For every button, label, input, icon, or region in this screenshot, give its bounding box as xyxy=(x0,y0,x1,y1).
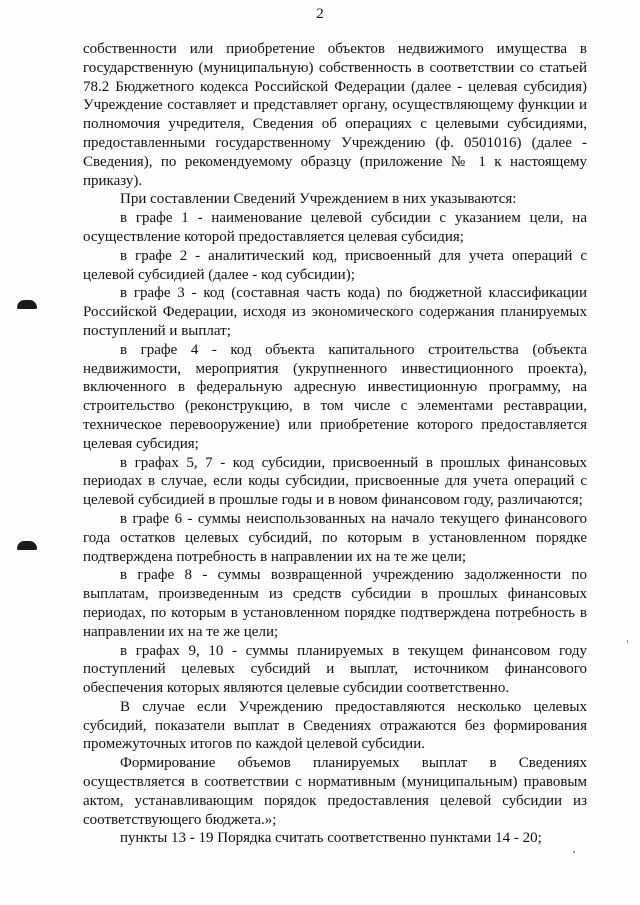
paragraph: в графе 6 - суммы неиспользованных на начало текущего финансового года остатков целевых субсидий, по которым в установленном порядке подтверждена потребность в направлении их на те же цели; xyxy=(83,510,587,565)
document-body xyxy=(83,40,587,848)
scan-speck xyxy=(627,640,628,643)
paragraph: собственности или приобретение объектов недвижимого имущества в государственную (муниципальную) собственность в соответствии со статьей 78.2 Бюджетного кодекса Российской Федерации (далее - целевая субсидия) Учреждение составляет и представляет органу, осуществляющему функции и полномочия учредителя, Сведения об операциях с целевыми субсидиями, предоставленными государственному Учреждению (ф. 0501016) (далее - Сведения), по рекомендуемому образцу (приложение № 1 к настоящему приказу). xyxy=(83,41,587,189)
paragraph: Формирование объемов планируемых выплат в Сведениях осуществляется в соответствии с нормативным (муниципальным) правовым актом, устанавливающим порядок предоставления целевой субсидии из соответствующего бюджета.»; xyxy=(83,755,587,828)
paragraph: в графе 8 - суммы возвращенной учреждению задолженности по выплатам, произведенным из средств субсидии в прошлых финансовых периодах, по которым в установленном порядке подтверждена потребность в направлении их на те же цели; xyxy=(83,567,587,640)
paragraph: в графе 4 - код объекта капитального строительства (объекта недвижимости, мероприятия (укрупненного инвестиционного проекта), включенного в федеральную адресную инвестиционную программу, на строительство (реконструкцию, в том числе с элементами реставрации, техническое перевооружение) или приобретение которого предоставляется целевая субсидия; xyxy=(83,341,587,452)
paragraph: пункты 13 - 19 Порядка считать соответственно пунктами 14 - 20; xyxy=(120,830,542,847)
punch-hole-mark xyxy=(17,541,37,550)
paragraph: в графе 2 - аналитический код, присвоенный для учета операций с целевой субсидией (далее - код субсидии); xyxy=(83,247,587,283)
paragraph: в графе 1 - наименование целевой субсидии с указанием цели, на осуществление которой предоставляется целевая субсидия; xyxy=(83,210,587,245)
paragraph: в графах 9, 10 - суммы планируемых в текущем финансовом году поступлений целевых субсидий и выплат, источником финансового обеспечения которых являются целевые субсидии соответственно. xyxy=(83,642,587,697)
paragraph: В случае если Учреждению предоставляются несколько целевых субсидий, показатели выплат в Сведениях отражаются без формирования промежуточных итогов по каждой целевой субсидии. xyxy=(83,698,587,753)
punch-hole-mark xyxy=(17,300,37,309)
page-number: 2 xyxy=(316,6,324,22)
paragraph: в графах 5, 7 - код субсидии, присвоенный в прошлых финансовых периодах в случае, если коды субсидии, присвоенные для учета операций с целевой субсидией в прошлые годы и в новом финансовом году, различаются; xyxy=(83,454,587,509)
paragraph: При составлении Сведений Учреждением в них указываются: xyxy=(120,191,517,208)
paragraph: в графе 3 - код (составная часть кода) по бюджетной классификации Российской Федерации, исходя из экономического содержания планируемых поступлений и выплат; xyxy=(83,285,587,339)
scan-speck xyxy=(573,851,575,853)
